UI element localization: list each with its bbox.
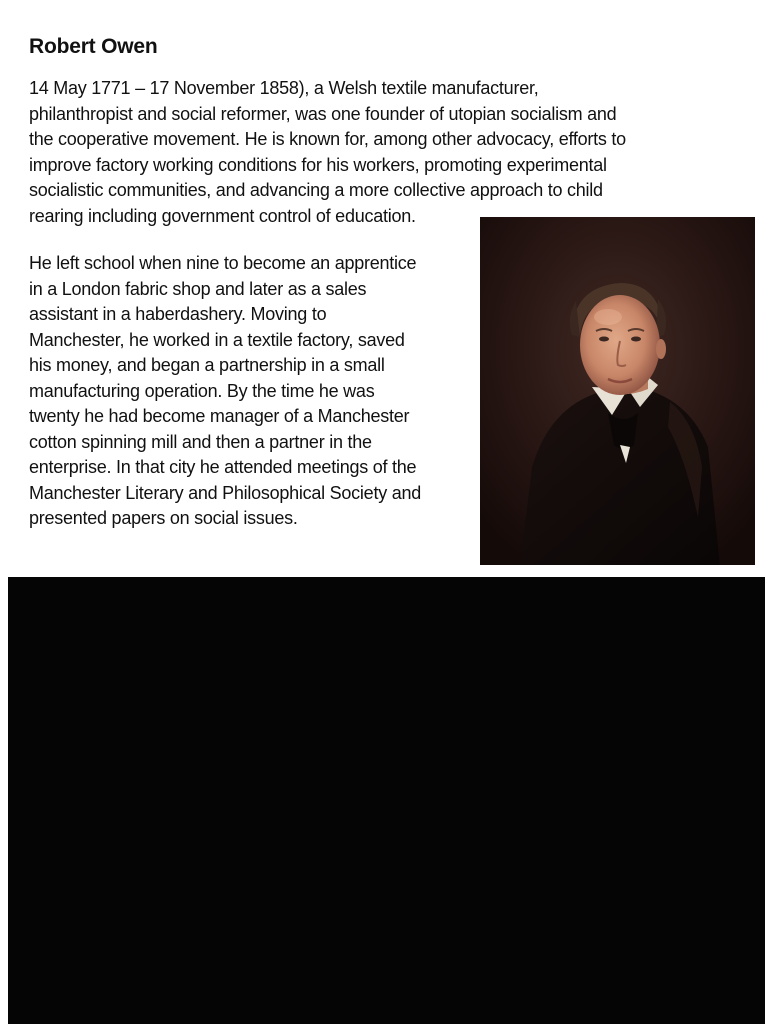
biography-line: Manchester, he worked in a textile factory, saved: [29, 329, 405, 350]
intro-paragraph: [29, 76, 749, 229]
black-panel: [8, 577, 765, 1024]
intro-line: 14 May 1771 – 17 November 1858), a Welsh textile manufacturer,: [29, 78, 539, 98]
biography-line: He left school when nine to become an apprentice: [29, 253, 417, 273]
intro-line: the cooperative movement. He is known for, among other advocacy, efforts to: [29, 129, 626, 149]
intro-line: improve factory working conditions for his workers, promoting experimental: [29, 154, 607, 175]
intro-line: rearing including government control of education.: [29, 205, 416, 226]
biography-paragraph: [29, 251, 479, 532]
biography-line: enterprise. In that city he attended meetings of the: [29, 457, 417, 477]
biography-line: assistant in a haberdashery. Moving to: [29, 304, 327, 324]
biography-line: twenty he had become manager of a Manchester: [29, 406, 410, 426]
biography-line: cotton spinning mill and then a partner in the: [29, 431, 372, 452]
biography-line: in a London fabric shop and later as a sales: [29, 278, 367, 299]
intro-line: philanthropist and social reformer, was one founder of utopian socialism and: [29, 103, 617, 124]
biography-line: manufacturing operation. By the time he was: [29, 380, 375, 401]
biography-line: Manchester Literary and Philosophical Society and: [29, 482, 421, 503]
portrait-image: [480, 217, 755, 565]
intro-line: socialistic communities, and advancing a more collective approach to child: [29, 180, 603, 200]
biography-line: his money, and began a partnership in a small: [29, 355, 385, 375]
biography-line: presented papers on social issues.: [29, 508, 298, 528]
page-title: Robert Owen: [29, 35, 158, 58]
